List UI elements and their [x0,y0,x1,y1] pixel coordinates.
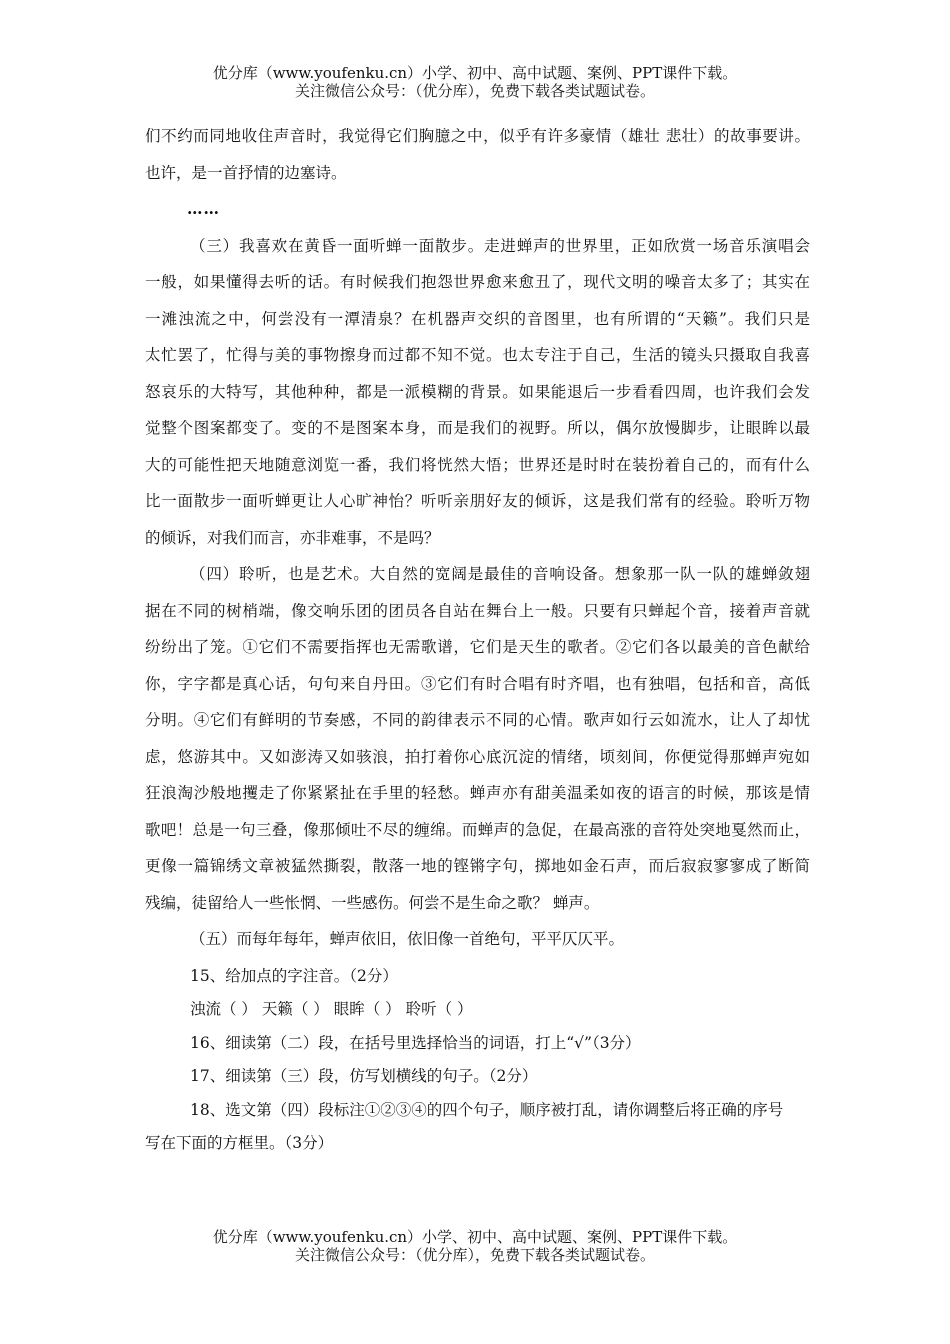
header-line-2: 关注微信公众号：（优分库），免费下载各类试题试卷。 [294,82,655,100]
passage-p2-line-1: 们不约而同地收住声音时，我觉得它们胸臆之中，似乎有许多豪情（雄壮 悲壮）的故事要讲。 [145,127,810,145]
passage-p4-line: 纷纷出了笼。①它们不需要指挥也无需歌谱，它们是天生的歌者。②它们各以最美的音色献给 [145,638,810,656]
question-17: 17、细读第（三）段，仿写划横线的句子。（2分） [190,1067,538,1085]
passage-paragraph-4 [145,556,810,921]
passage-p3-line: 大的可能性把天地随意浏览一番，我们将恍然大悟；世界还是时时在装扮着自己的，而有什么 [145,455,810,474]
footer-line-1: 优分库（www.youfenku.cn）小学、初中、高中试题、案例、PPT课件下载。 [212,1228,738,1246]
header-line-1: 优分库（www.youfenku.cn）小学、初中、高中试题、案例、PPT课件下载。 [212,64,738,82]
question-18-line-2: 写在下面的方框里。（3分） [145,1134,334,1152]
passage-paragraph-5: （五）而每年每年，蝉声依旧，依旧像一首绝句，平平仄仄平。 [190,930,625,948]
page-header [0,64,950,100]
question-15: 15、给加点的字注音。（2分） [190,966,398,985]
passage-ellipsis: …… [187,199,220,218]
exam-body [145,118,810,1161]
passage-p2-line-2: 也许，是一首抒情的边塞诗。 [145,163,347,182]
passage-p3-line: 怒哀乐的大特写，其他种种，都是一派模糊的背景。如果能退后一步看看四周，也许我们会发 [145,382,810,401]
passage-p4-line: 分明。④它们有鲜明的节奏感，不同的韵律表示不同的心情。歌声如行云如流水，让人了却忧 [145,711,810,729]
passage-p4-line: 你，字字都是真心话，句句来自丹田。③它们有时合唱有时齐唱，也有独唱，包括和音，高低 [145,674,810,693]
passage-p3-line: 太忙罢了，忙得与美的事物擦身而过都不知不觉。也太专注于自己，生活的镜头只摄取自我喜 [145,346,810,364]
passage-paragraph-3 [145,228,810,557]
question-16: 16、细读第（二）段，在括号里选择恰当的词语，打上“√”（3分） [190,1033,641,1052]
question-18-line-1: 18、选文第（四）段标注①②③④的四个句子，顺序被打乱，请你调整后将正确的序号 [190,1100,784,1119]
passage-p3-line: 比一面散步一面听蝉更让人心旷神怡？听听亲朋好友的倾诉，这是我们常有的经验。聆听万物 [145,492,810,510]
passage-p4-line: 虑，悠游其中。又如澎涛又如骇浪，拍打着你心底沉淀的情绪，顷刻间，你便觉得那蝉声宛如 [145,747,810,766]
passage-p3-line: 的倾诉，对我们而言，亦非难事，不是吗？ [145,528,440,547]
passage-p4-line: 更像一篇锦绣文章被猛然撕裂，散落一地的铿锵字句，掷地如金石声，而后寂寂寥寥成了断简 [145,857,810,875]
passage-p4-line: （四）聆听，也是艺术。大自然的宽阔是最佳的音响设备。想象那一队一队的雄蝉敛翅 [190,565,810,583]
footer-line-2: 关注微信公众号：（优分库），免费下载各类试题试卷。 [294,1246,655,1264]
passage-p3-line: 觉整个图案都变了。变的不是图案本身，而是我们的视野。所以，偶尔放慢脚步，让眼眸以最 [145,419,810,437]
page-footer [0,1228,950,1264]
passage-p4-line: 狂浪淘沙般地攫走了你紧紧扯在手里的轻愁。蝉声亦有甜美温柔如夜的语言的时候，那该是情 [145,784,810,802]
passage-p4-line: 歌吧！总是一句三叠，像那倾吐不尽的缠绵。而蝉声的急促，在最高涨的音符处突地戛然而止， [145,820,810,839]
questions [145,960,810,1161]
passage-p3-line: 一滩浊流之中，何尝没有一潭清泉？在机器声交织的音图里，也有所谓的“天籁”。我们只是 [145,309,810,328]
passage-p4-line: 残编，徒留给人一些怅惘、一些感伤。何尝不是生命之歌？ 蝉声。 [145,893,600,912]
passage-p4-line: 据在不同的树梢端，像交响乐团的团员各自站在舞台上一般。只要有只蝉起个音，接着声音就 [145,601,810,620]
question-15-items: 浊流（ ） 天籁（ ） 眼眸（ ） 聆听（ ） [190,1000,473,1018]
passage-p3-line: （三）我喜欢在黄昏一面听蝉一面散步。走进蝉声的世界里，正如欣赏一场音乐演唱会 [190,236,810,255]
passage-p3-line: 一般，如果懂得去听的话。有时候我们抱怨世界愈来愈丑了，现代文明的噪音太多了；其实在 [145,273,810,291]
